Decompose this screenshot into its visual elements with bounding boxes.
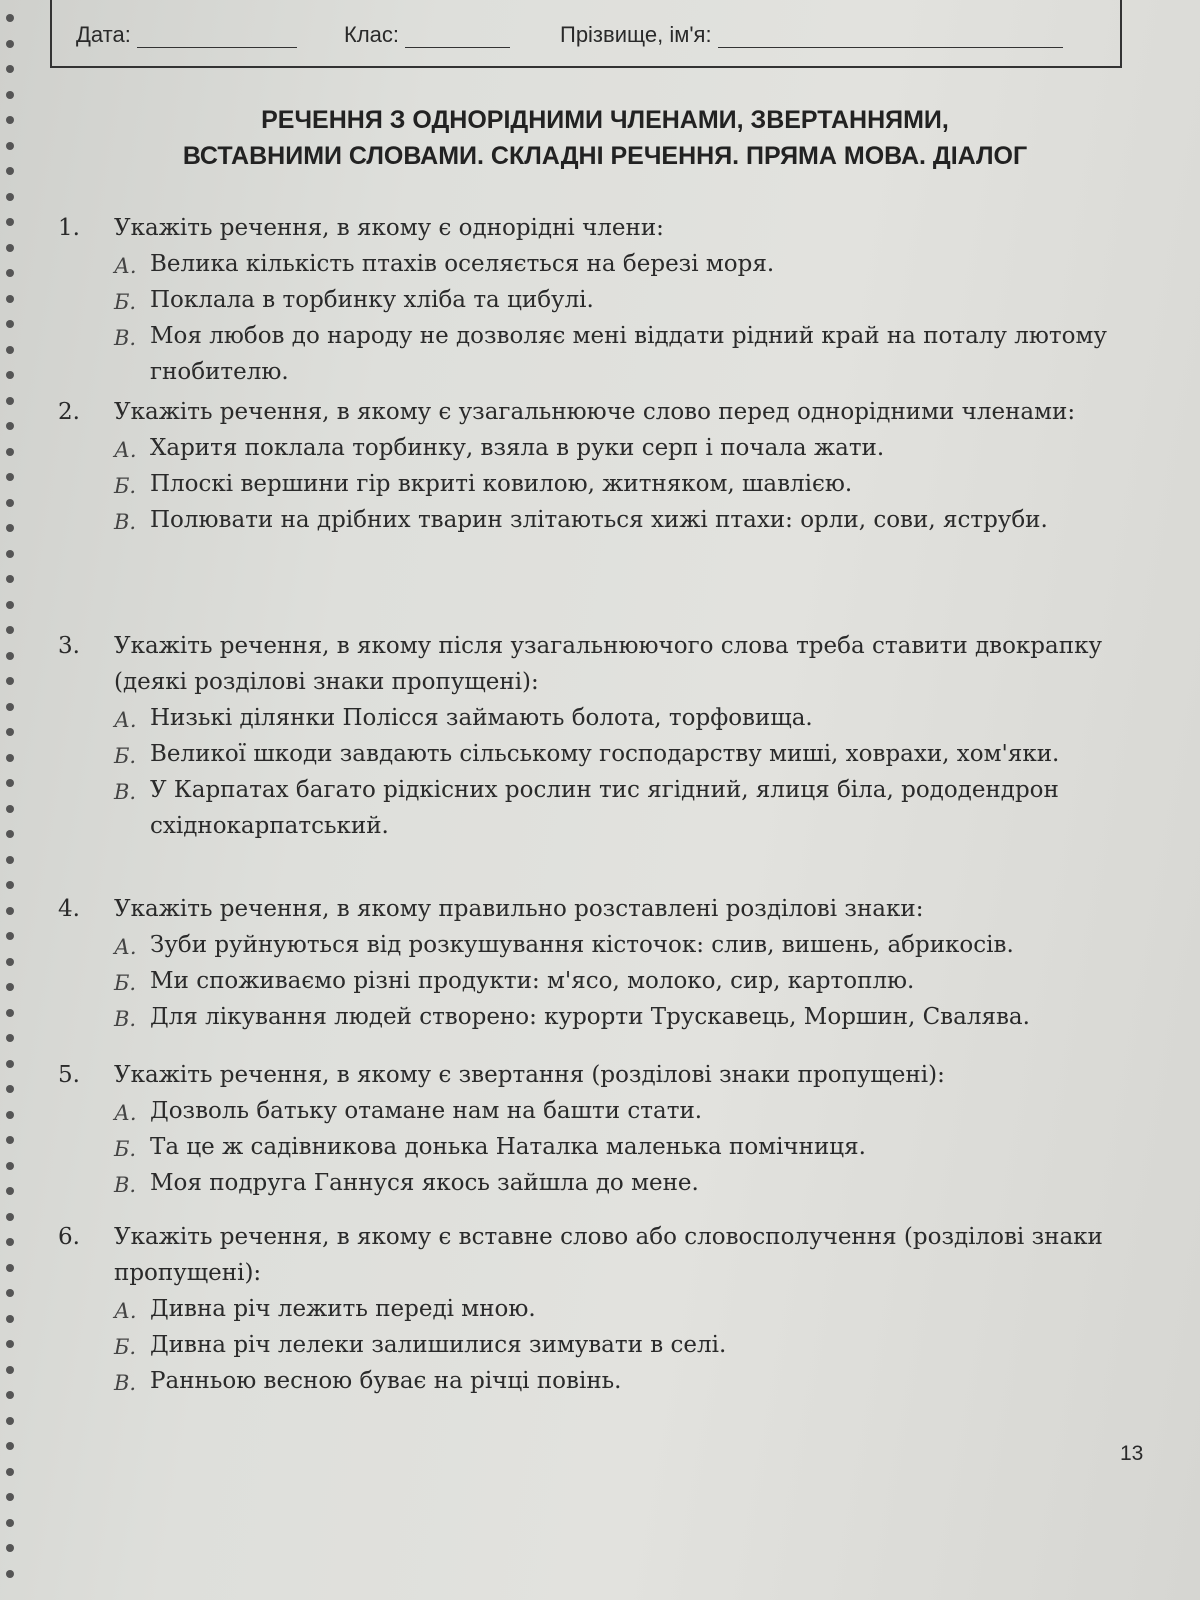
question-number: 2. bbox=[58, 399, 80, 425]
handwritten-option-letter: Б. bbox=[114, 1335, 137, 1359]
question-5 bbox=[58, 1057, 1158, 1201]
answer-option bbox=[114, 1327, 1158, 1363]
spiral-hole bbox=[6, 473, 14, 481]
spiral-hole bbox=[6, 983, 14, 991]
handwritten-option-letter: А. bbox=[114, 1299, 137, 1323]
handwritten-option-letter: В. bbox=[114, 780, 137, 804]
spiral-hole bbox=[6, 346, 14, 354]
answer-option bbox=[114, 772, 1158, 844]
spiral-hole bbox=[6, 269, 14, 277]
answer-option bbox=[114, 927, 1158, 963]
handwritten-option-letter: В. bbox=[114, 510, 137, 534]
spiral-hole bbox=[6, 1034, 14, 1042]
spiral-hole bbox=[6, 830, 14, 838]
question-1 bbox=[58, 210, 1158, 390]
spiral-hole bbox=[6, 371, 14, 379]
spiral-hole bbox=[6, 1468, 14, 1476]
option-text: Ми споживаємо різні продукти: м'ясо, молоко, сир, картоплю. bbox=[150, 968, 915, 994]
spiral-hole bbox=[6, 1366, 14, 1374]
question-text: Укажіть речення, в якому після узагальнюючого слова треба ставити двокрапку (деякі розділові знаки пропущені): bbox=[114, 633, 1102, 695]
spiral-hole bbox=[6, 1442, 14, 1450]
page-title-line-2: ВСТАВНИМИ СЛОВАМИ. СКЛАДНІ РЕЧЕННЯ. ПРЯМА МОВА. ДІАЛОГ bbox=[182, 142, 1028, 170]
spiral-hole bbox=[6, 703, 14, 711]
spiral-hole bbox=[6, 932, 14, 940]
spiral-hole bbox=[6, 754, 14, 762]
spiral-hole bbox=[6, 677, 14, 685]
spiral-hole bbox=[6, 907, 14, 915]
spiral-hole bbox=[6, 728, 14, 736]
page-number: 13 bbox=[1120, 1442, 1144, 1465]
handwritten-option-letter: В. bbox=[114, 1173, 137, 1197]
answer-option bbox=[114, 736, 1158, 772]
handwritten-option-letter: Б. bbox=[114, 290, 137, 314]
spiral-hole bbox=[6, 1417, 14, 1425]
question-text: Укажіть речення, в якому є однорідні члени: bbox=[114, 215, 664, 241]
spiral-hole bbox=[6, 320, 14, 328]
spiral-hole bbox=[6, 575, 14, 583]
option-text: Великої шкоди завдають сільському господарству миші, ховрахи, хом'яки. bbox=[150, 741, 1060, 767]
answer-option bbox=[114, 246, 1158, 282]
answer-option bbox=[114, 318, 1158, 390]
spiral-hole bbox=[6, 422, 14, 430]
option-text: Дивна річ лелеки залишилися зимувати в селі. bbox=[150, 1332, 727, 1358]
question-number: 6. bbox=[58, 1224, 80, 1250]
option-text: Дивна річ лежить переді мною. bbox=[150, 1296, 536, 1322]
option-text: Ранньою весною буває на річці повінь. bbox=[150, 1368, 622, 1394]
spiral-hole bbox=[6, 1187, 14, 1195]
spiral-hole bbox=[6, 40, 14, 48]
spiral-hole bbox=[6, 779, 14, 787]
spiral-hole bbox=[6, 1060, 14, 1068]
handwritten-option-letter: Б. bbox=[114, 474, 137, 498]
answer-option bbox=[114, 1363, 1158, 1399]
spiral-hole bbox=[6, 1315, 14, 1323]
spiral-hole bbox=[6, 65, 14, 73]
spiral-hole bbox=[6, 1340, 14, 1348]
spiral-hole bbox=[6, 142, 14, 150]
question-text: Укажіть речення, в якому є вставне слово або словосполучення (розділові знаки пропущені): bbox=[114, 1224, 1103, 1286]
spiral-hole bbox=[6, 550, 14, 558]
answer-option bbox=[114, 700, 1158, 736]
spiral-hole bbox=[6, 856, 14, 864]
spiral-hole bbox=[6, 601, 14, 609]
question-text: Укажіть речення, в якому правильно розставлені розділові знаки: bbox=[114, 896, 924, 922]
answer-option bbox=[114, 430, 1158, 466]
spiral-hole bbox=[6, 1570, 14, 1578]
spiral-hole bbox=[6, 1493, 14, 1501]
option-text: Велика кількість птахів оселяється на березі моря. bbox=[150, 251, 775, 277]
spiral-hole bbox=[6, 193, 14, 201]
question-number: 1. bbox=[58, 215, 80, 241]
handwritten-option-letter: А. bbox=[114, 438, 137, 462]
spiral-hole bbox=[6, 116, 14, 124]
answer-option bbox=[114, 466, 1158, 502]
handwritten-option-letter: А. bbox=[114, 708, 137, 732]
question-text: Укажіть речення, в якому є звертання (розділові знаки пропущені): bbox=[114, 1062, 945, 1088]
spiral-hole bbox=[6, 448, 14, 456]
answer-option bbox=[114, 963, 1158, 999]
handwritten-option-letter: Б. bbox=[114, 1137, 137, 1161]
spiral-hole bbox=[6, 295, 14, 303]
option-text: Плоскі вершини гір вкриті ковилою, житняком, шавлією. bbox=[150, 471, 853, 497]
question-number: 4. bbox=[58, 896, 80, 922]
answer-option bbox=[114, 1165, 1158, 1201]
spiral-hole bbox=[6, 626, 14, 634]
spiral-hole bbox=[6, 1519, 14, 1527]
spiral-hole bbox=[6, 1391, 14, 1399]
spiral-hole bbox=[6, 91, 14, 99]
handwritten-option-letter: Б. bbox=[114, 744, 137, 768]
option-text: Харитя поклала торбинку, взяла в руки серп і почала жати. bbox=[150, 435, 885, 461]
handwritten-option-letter: Б. bbox=[114, 971, 137, 995]
answer-option bbox=[114, 502, 1158, 538]
spiral-hole bbox=[6, 397, 14, 405]
class-field: Клас: bbox=[344, 22, 510, 48]
spiral-hole bbox=[6, 167, 14, 175]
spiral-hole bbox=[6, 1238, 14, 1246]
answer-option bbox=[114, 999, 1158, 1035]
answer-option bbox=[114, 1291, 1158, 1327]
spiral-hole bbox=[6, 218, 14, 226]
spiral-hole bbox=[6, 1162, 14, 1170]
handwritten-option-letter: В. bbox=[114, 326, 137, 350]
handwritten-option-letter: А. bbox=[114, 1101, 137, 1125]
option-text: Зуби руйнуються від розкушування кісточок: слив, вишень, абрикосів. bbox=[150, 932, 1014, 958]
spiral-hole bbox=[6, 881, 14, 889]
handwritten-option-letter: А. bbox=[114, 935, 137, 959]
option-text: Моя подруга Ганнуся якось зайшла до мене. bbox=[150, 1170, 699, 1196]
spiral-hole bbox=[6, 1009, 14, 1017]
spiral-hole bbox=[6, 652, 14, 660]
question-2 bbox=[58, 394, 1158, 538]
option-text: Полювати на дрібних тварин злітаються хижі птахи: орли, сови, яструби. bbox=[150, 507, 1048, 533]
option-text: Для лікування людей створено: курорти Трускавець, Моршин, Свалява. bbox=[150, 1004, 1030, 1030]
spiral-hole bbox=[6, 1544, 14, 1552]
question-number: 3. bbox=[58, 633, 80, 659]
spiral-hole bbox=[6, 499, 14, 507]
question-3 bbox=[58, 628, 1158, 844]
option-text: Моя любов до народу не дозволяє мені віддати рідний край на поталу лютому гнобителю. bbox=[150, 323, 1107, 385]
spiral-hole bbox=[6, 1136, 14, 1144]
spiral-hole bbox=[6, 1111, 14, 1119]
spiral-hole bbox=[6, 958, 14, 966]
handwritten-option-letter: В. bbox=[114, 1371, 137, 1395]
answer-option bbox=[114, 282, 1158, 318]
option-text: Дозволь батьку отамане нам на башти стати. bbox=[150, 1098, 703, 1124]
handwritten-option-letter: В. bbox=[114, 1007, 137, 1031]
name-field: Прізвище, ім'я: bbox=[560, 22, 1063, 48]
answer-option bbox=[114, 1129, 1158, 1165]
spiral-hole bbox=[6, 805, 14, 813]
question-6 bbox=[58, 1219, 1158, 1399]
spiral-hole bbox=[6, 524, 14, 532]
spiral-hole bbox=[6, 244, 14, 252]
option-text: Та це ж садівникова донька Наталка маленька помічниця. bbox=[150, 1134, 866, 1160]
question-4 bbox=[58, 891, 1158, 1035]
spiral-hole bbox=[6, 1085, 14, 1093]
option-text: Поклала в торбинку хліба та цибулі. bbox=[150, 287, 594, 313]
option-text: У Карпатах багато рідкісних рослин тис ягідний, ялиця біла, рододендрон східнокарпатський. bbox=[150, 777, 1059, 839]
spiral-hole bbox=[6, 1264, 14, 1272]
question-text: Укажіть речення, в якому є узагальнююче слово перед однорідними членами: bbox=[114, 399, 1076, 425]
student-info-box bbox=[50, 0, 1122, 68]
spiral-hole bbox=[6, 14, 14, 22]
spiral-hole bbox=[6, 1289, 14, 1297]
answer-option bbox=[114, 1093, 1158, 1129]
handwritten-option-letter: А. bbox=[114, 254, 137, 278]
question-number: 5. bbox=[58, 1062, 80, 1088]
spiral-binding bbox=[4, 0, 18, 1600]
page-title-line-1: РЕЧЕННЯ З ОДНОРІДНИМИ ЧЛЕНАМИ, ЗВЕРТАННЯМИ, bbox=[261, 106, 949, 134]
option-text: Низькі ділянки Полісся займають болота, торфовища. bbox=[150, 705, 813, 731]
date-field: Дата: bbox=[76, 22, 297, 48]
spiral-hole bbox=[6, 1213, 14, 1221]
